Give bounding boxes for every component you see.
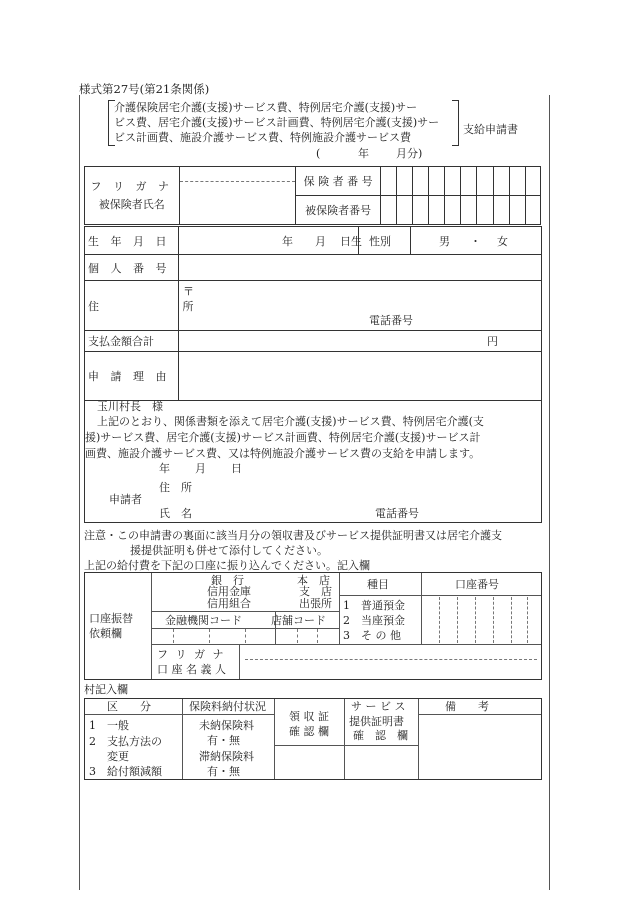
branch-type-main: 本 店 (297, 574, 330, 587)
category-2a: 2 支払方法の (89, 735, 162, 748)
individual-number-input[interactable] (179, 255, 542, 281)
holder-label: 口 座 名 義 人 (157, 663, 226, 676)
yen-label: 円 (487, 335, 498, 348)
address-phone-label: 電話番号 (369, 314, 413, 327)
account-type-3[interactable]: 3 そ の 他 (343, 629, 401, 642)
sex-choice[interactable] (411, 227, 542, 255)
category-2b: 変更 (107, 750, 129, 763)
bank-type-kumiai: 信用組合 (207, 597, 251, 610)
col-category: 区 分 (107, 700, 151, 713)
col-remarks: 備 考 (445, 700, 489, 713)
insurer-digit[interactable] (461, 167, 477, 196)
date-day: 日 (231, 462, 242, 475)
village-box (84, 698, 542, 780)
branch-code-label: 店舗コード (271, 614, 326, 627)
insured-digit[interactable] (477, 196, 493, 225)
col-receipt-2: 確 認 欄 (289, 725, 329, 738)
insurer-digit[interactable] (445, 167, 461, 196)
bank-type-shinkin: 信用金庫 (207, 585, 251, 598)
title-suffix: 支給申請書 (463, 123, 518, 136)
insurer-digit[interactable] (413, 167, 429, 196)
reason-label: 申 請 理 由 (85, 352, 179, 401)
applicant-label: 申請者 (109, 493, 142, 506)
account-number-header: 口座番号 (455, 578, 499, 591)
birth-day-label: 日生 (340, 235, 362, 248)
applicant-phone-label: 電話番号 (375, 507, 419, 520)
applicant-name-label: 氏 名 (159, 507, 192, 520)
insured-digit[interactable] (493, 196, 509, 225)
date-year: 年 (159, 462, 170, 475)
arrears-premium: 滞納保険料 (199, 750, 254, 763)
note-line-2: 援提供証明も併せて添付してください。 (130, 544, 328, 557)
form-number: 様式第27号(第21条関係) (79, 82, 210, 96)
sex-label: 性別 (359, 227, 411, 255)
furigana-label: フ リ ガ ナ (90, 179, 174, 193)
furigana-divider (180, 181, 296, 182)
institution-code-label: 金融機関コード (165, 614, 242, 627)
title-line-2: ビス費、居宅介護(支援)サービス計画費、特例居宅介護(支援)サー (114, 116, 440, 129)
insured-digit[interactable] (445, 196, 461, 225)
applicant-table (84, 166, 541, 225)
insured-digit[interactable] (413, 196, 429, 225)
col-service-1: サ ー ビ ス (351, 700, 406, 713)
holder-furigana-label: フ リ ガ ナ (157, 648, 226, 661)
insurer-digit[interactable] (380, 167, 396, 196)
col-service-3: 確 認 欄 (353, 729, 408, 742)
declaration-box (84, 393, 542, 523)
insurer-digit[interactable] (493, 167, 509, 196)
birthdate-input[interactable] (179, 227, 362, 255)
insurer-digit[interactable] (509, 167, 525, 196)
title-line-1: 介護保険居宅介護(支援)サービス費、特例居宅介護(支援)サー (114, 101, 418, 114)
sex-female[interactable]: 女 (497, 235, 508, 248)
applicant-address-label: 住 所 (159, 481, 192, 494)
category-1: 1 一般 (89, 719, 129, 732)
title-period-year: 年 (358, 147, 369, 160)
insured-digit[interactable] (397, 196, 413, 225)
account-type-header: 種目 (367, 578, 389, 591)
addressee: 玉川村長 様 (97, 400, 163, 413)
arrears-premium-yn[interactable]: 有・無 (207, 765, 240, 778)
note-line-1: 注意・この申請書の裏面に該当月分の領収書及びサービス提供証明書又は居宅介護支 (84, 529, 502, 542)
bank-section-label-1: 口座振替 (89, 612, 133, 625)
branch-type-office: 出張所 (299, 597, 332, 610)
title-period-month: 月分) (396, 147, 423, 160)
bank-type-bank: 銀 行 (211, 574, 244, 587)
bank-section-label-2: 依頼欄 (89, 627, 122, 640)
declaration-body-3: 画費、施設介護サービス費、又は特例施設介護サービス費の支給を申請します。 (85, 447, 481, 460)
page-left-rule (79, 95, 80, 890)
declaration-body-1: 上記のとおり、関係書類を添えて居宅介護(支援)サービス費、特例居宅介護(支 (97, 415, 484, 428)
address-label: 住 所 (85, 281, 179, 331)
payment-total-input[interactable] (179, 331, 542, 352)
insured-digit[interactable] (380, 196, 396, 225)
insurer-digit[interactable] (429, 167, 445, 196)
insured-digit[interactable] (429, 196, 445, 225)
insured-number-label: 被保険者番号 (296, 196, 381, 225)
col-premium: 保険料納付状況 (189, 700, 266, 713)
declaration-body-2: 援)サービス費、居宅介護(支援)サービス計画費、特例居宅介護(支援)サービス計 (85, 431, 481, 444)
birth-month-label: 月 (315, 235, 326, 248)
title-line-3: ビス計画費、施設介護サービス費、特例施設介護サービス費 (114, 131, 411, 144)
payment-total-label: 支払金額合計 (85, 331, 179, 352)
title-right-bracket (452, 100, 459, 146)
branch-type-branch: 支 店 (299, 585, 332, 598)
insured-digit[interactable] (509, 196, 525, 225)
insured-name-input[interactable] (179, 167, 296, 225)
page-right-rule (549, 95, 550, 890)
date-month: 月 (195, 462, 206, 475)
village-section-title: 村記入欄 (84, 683, 128, 696)
address-input[interactable] (179, 281, 542, 331)
birth-year-label: 年 (282, 235, 293, 248)
sex-male[interactable]: 男 (439, 235, 450, 248)
insured-digit[interactable] (525, 196, 540, 225)
postal-mark: 〒 (183, 285, 194, 298)
individual-number-label: 個 人 番 号 (85, 255, 179, 281)
col-service-2: 提供証明書 (349, 715, 404, 728)
title-period-open: ( (316, 147, 321, 160)
insured-digit[interactable] (461, 196, 477, 225)
unpaid-premium-yn[interactable]: 有・無 (207, 734, 240, 747)
account-type-2[interactable]: 2 当座預金 (343, 614, 405, 627)
name-label-cell (85, 167, 180, 225)
birthdate-label: 生 年 月 日 (85, 227, 179, 255)
applicant-table-lower (84, 226, 542, 401)
insurer-number-label: 保 険 者 番 号 (296, 167, 381, 196)
insured-name-label: 被保険者氏名 (98, 197, 165, 211)
insurer-digit[interactable] (525, 167, 540, 196)
unpaid-premium: 未納保険料 (199, 719, 254, 732)
category-3: 3 給付額減額 (89, 765, 162, 778)
bank-box (84, 572, 542, 680)
col-receipt-1: 領 収 証 (289, 710, 329, 723)
insurer-digit[interactable] (397, 167, 413, 196)
account-type-1[interactable]: 1 普通預金 (343, 599, 405, 612)
sex-dot: ・ (470, 235, 481, 248)
insurer-digit[interactable] (477, 167, 493, 196)
bank-instruction: 上記の給付費を下記の口座に振り込んでください。記入欄 (84, 559, 370, 572)
